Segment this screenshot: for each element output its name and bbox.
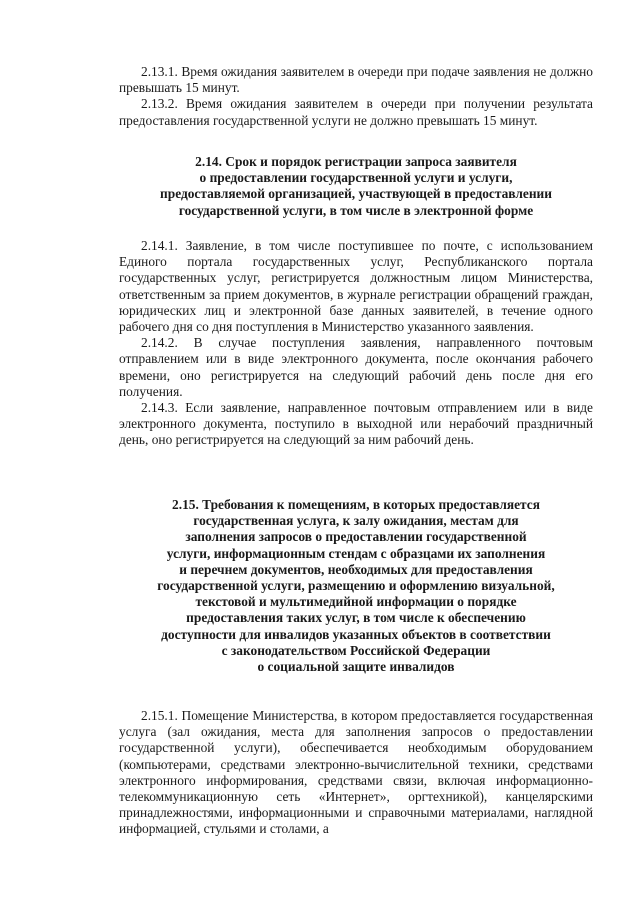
heading-2-14-line: 2.14. Срок и порядок регистрации запроса заявителя bbox=[195, 154, 517, 169]
heading-2-15-line: доступности для инвалидов указанных объектов в соответствии bbox=[161, 626, 551, 642]
heading-2-15-line: услуги, информационным стендам с образцами их заполнения bbox=[166, 545, 546, 561]
paragraph-2-13-2: 2.13.2. Время ожидания заявителем в очереди при получении результата предоставления государственной услуги не должно превышать 15 минут. bbox=[119, 96, 593, 128]
heading-2-14-line: предоставляемой организацией, участвующей в предоставлении bbox=[160, 186, 552, 202]
heading-2-15-line: государственной услуги, размещению и оформлению визуальной, bbox=[157, 578, 555, 594]
section-2-13-text bbox=[119, 64, 593, 129]
heading-2-15-line: о социальной защите инвалидов bbox=[257, 659, 455, 675]
section-2-14-text bbox=[119, 238, 593, 449]
paragraph-2-14-3: 2.14.3. Если заявление, направленное почтовым отправлением или в виде электронного документа, поступило в выходной или нерабочий праздничный день, оно регистрируется на следующий за ним рабочий день. bbox=[119, 400, 593, 448]
heading-2-14-line: о предоставлении государственной услуги и услуги, bbox=[199, 170, 513, 186]
heading-2-15-line: 2.15. Требования к помещениям, в которых предоставляется bbox=[172, 497, 540, 512]
heading-2-15 bbox=[119, 497, 593, 675]
heading-2-15-line: заполнения запросов о предоставлении государственной bbox=[185, 529, 527, 545]
section-2-15-text bbox=[119, 708, 593, 838]
paragraph-2-14-1: 2.14.1. Заявление, в том числе поступившее по почте, с использованием Единого портала государственных услуг, Республиканского портала государственных услуг, регистрируется должностным лицом Министерства, ответственным за прием документов, в журнале регистрации обращений граждан, юридических лиц и электронной базе данных заявителей, в течение одного рабочего дня со дня поступления в Министерство указанного заявления. bbox=[119, 238, 593, 335]
paragraph-2-14-2: 2.14.2. В случае поступления заявления, направленного почтовым отправлением или в виде электронного документа, после окончания рабочего времени, оно регистрируется на следующий рабочий день после дня его получения. bbox=[119, 335, 593, 399]
paragraph-2-13-1: 2.13.1. Время ожидания заявителем в очереди при подаче заявления не должно превышать 15 минут. bbox=[119, 64, 593, 96]
heading-2-15-line: предоставления таких услуг, в том числе к обеспечению bbox=[186, 610, 526, 626]
heading-2-15-line: государственная услуга, к залу ожидания, местам для bbox=[193, 513, 519, 529]
heading-2-14-line: государственной услуги, в том числе в электронной форме bbox=[178, 202, 534, 218]
heading-2-14 bbox=[119, 154, 593, 219]
heading-2-15-line: и перечнем документов, необходимых для предоставления bbox=[179, 561, 533, 577]
paragraph-2-15-1: 2.15.1. Помещение Министерства, в котором предоставляется государственная услуга (зал ожидания, места для заполнения запросов о предоставлении государственной услуги), обеспечивается необходимым оборудованием (компьютерами, средствами электронно-вычислительной техники, средствами электронного информирования, средствами связи, включая информационно-телекоммуникационную сеть «Интернет», оргтехникой), канцелярскими принадлежностями, информационными и справочными материалами, наглядной информацией, стульями и столами, а bbox=[119, 708, 593, 837]
heading-2-15-line: текстовой и мультимедийной информации о порядке bbox=[195, 594, 517, 610]
heading-2-15-line: с законодательством Российской Федерации bbox=[221, 642, 491, 658]
